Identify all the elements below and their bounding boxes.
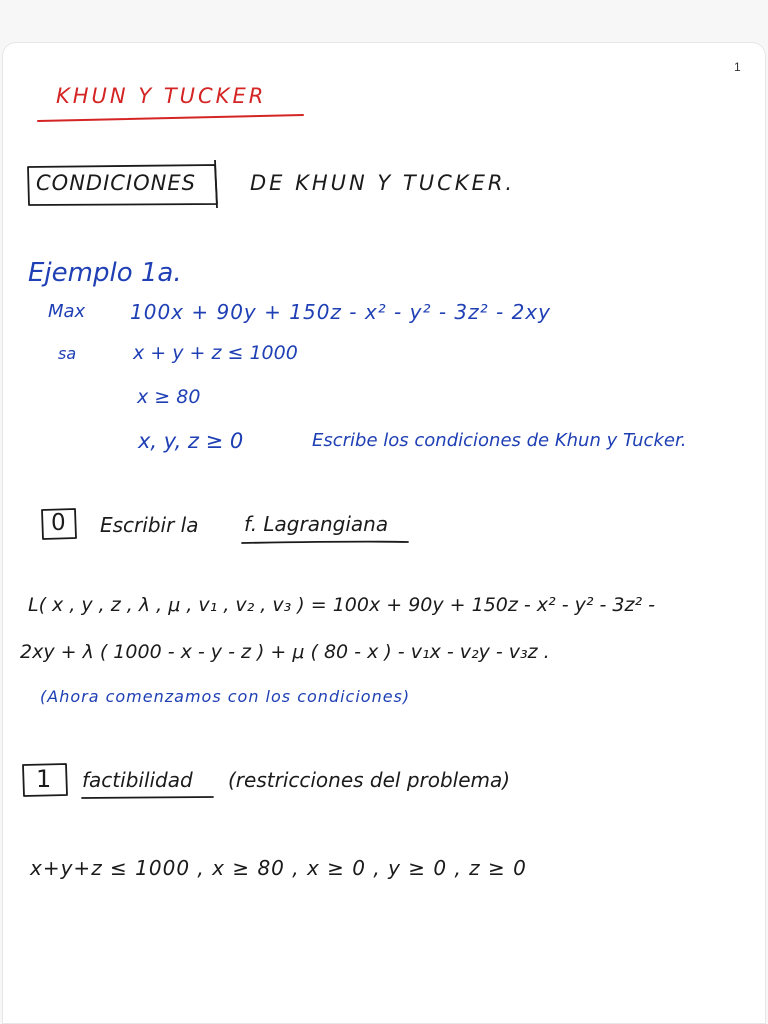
step0-text: Escribir la: [100, 513, 199, 537]
feasibility-constraints: x+y+z ≤ 1000 , x ≥ 80 , x ≥ 0 , y ≥ 0 , z ≥ 0: [30, 856, 527, 880]
step1-description: (restricciones del problema): [228, 768, 511, 792]
page-number: 1: [734, 60, 741, 74]
lagrangiana-underline: [242, 542, 408, 543]
max-label: Max: [48, 301, 86, 322]
constraint-min-x: x ≥ 80: [137, 386, 201, 408]
objective-function: 100x + 90y + 150z - x² - y² - 3z² - 2xy: [130, 300, 551, 324]
constraint-budget: x + y + z ≤ 1000: [133, 342, 298, 364]
title-underline: [38, 115, 303, 121]
step1-factibilidad: factibilidad: [82, 768, 193, 792]
section-heading-rest: DE KHUN Y TUCKER.: [250, 171, 516, 195]
section-heading-boxed: CONDICIONES: [36, 171, 196, 195]
step0-number: 0: [51, 510, 66, 536]
page-title: KHUN Y TUCKER: [56, 84, 267, 108]
sa-label: sa: [58, 344, 77, 363]
lagrangian-note: (Ahora comenzamos con los condiciones): [40, 687, 411, 706]
condiciones-box-tick: [215, 160, 217, 208]
lagrangian-line-1: L( x , y , z , λ , μ , v₁ , v₂ , v₃ ) = 100x + 90y + 150z - x² - y² - 3z² -: [28, 594, 655, 616]
constraint-nonnegative: x, y, z ≥ 0: [138, 429, 244, 453]
example-instruction: Escribe los condiciones de Khun y Tucker.: [312, 430, 687, 451]
lagrangian-line-2: 2xy + λ ( 1000 - x - y - z ) + μ ( 80 - x ) - v₁x - v₂y - v₃z .: [20, 641, 550, 663]
step1-number: 1: [36, 765, 52, 793]
example-title: Ejemplo 1a.: [28, 258, 182, 288]
step0-lagrangiana: f. Lagrangiana: [244, 512, 389, 536]
factibilidad-underline: [82, 797, 213, 798]
